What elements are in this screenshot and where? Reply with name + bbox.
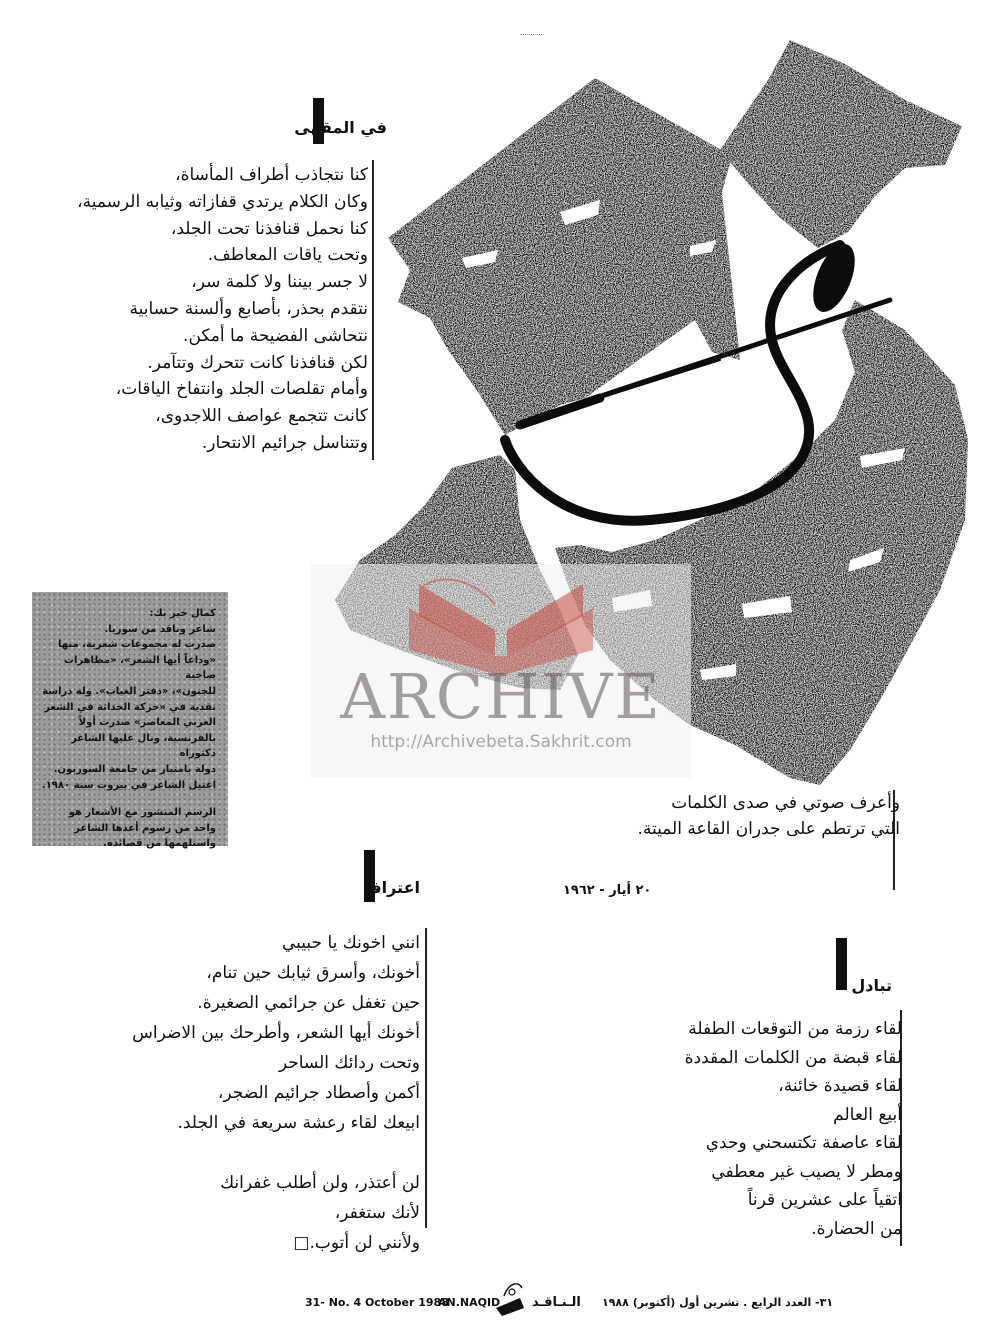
watermark-url[interactable]: http://Archivebeta.Sakhrit.com [370, 732, 632, 752]
footer-issue-arabic: ٣١- العدد الرابع . تشرين أول (أكتوبر) ١٩٨٨ [602, 1296, 834, 1309]
poem-line: وتحت ردائك الساحر [278, 1053, 420, 1073]
bio-line: اغتيل الشاعر في بيروت سنة ١٩٨٠. [41, 779, 216, 791]
poem-line: وتتناسل جرائيم الانتحار. [201, 432, 368, 453]
poem-stanza-gap [40, 1138, 420, 1168]
poem-title-in-the-cafe: في المقهى [294, 118, 387, 137]
poem-title-exchange: تبادل [851, 976, 892, 995]
poem-line: لقاء قصيدة خائنة، [778, 1076, 902, 1096]
page-footer [0, 1290, 1000, 1320]
poem-line: أكمن وأصطاد جرائيم الضجر، [217, 1083, 420, 1103]
poem-date: ٢٠ أيار - ١٩٦٢ [563, 883, 652, 898]
poem-line: أخونك أيها الشعر، وأطرحك بين الاضراس [132, 1023, 420, 1043]
poem-line: لن أعتذر، ولن أطلب غفرانك [220, 1173, 420, 1193]
footer-issue-latin: 31- No. 4 October 1988 [305, 1296, 449, 1309]
poem-line: كانت تتجمع عواصف اللاجدوى، [155, 406, 368, 427]
poem-line: لا جسر بيننا ولا كلمة سر، [191, 272, 368, 293]
poem-line: حين تغفل عن جرائمي الصغيرة. [197, 993, 420, 1013]
poem-line: لقاء رزمة من التوقعات الطفلة [688, 1019, 902, 1039]
bio-line: العربي المعاصر» صدرت أولاً [78, 717, 216, 729]
watermark-title: ARCHIVE [340, 660, 662, 733]
poem-line: وأعرف صوتي في صدى الكلمات [671, 793, 900, 813]
poem-title-confession: اعتراف [363, 878, 420, 897]
footer-logo-arabic: الـنـاقـد [532, 1295, 581, 1310]
poem-line: كنا نحمل قنافذنا تحت الجلد، [170, 218, 368, 239]
poem-line: ولأنني لن أتوب.□ [293, 1233, 420, 1253]
bio-line: كمال خير بك: [149, 608, 216, 619]
poem-line: نتحاشى الفضيحة ما أمكن. [183, 325, 368, 346]
poem-line: انني اخونك يا حبيبي [281, 933, 420, 953]
poem-line: لأنك ستغفر، [334, 1203, 420, 1223]
poem-line: لكن قنافذنا كانت تتحرك وتتآمر. [147, 352, 368, 373]
poem-line: وتحت ياقات المعاطف. [207, 245, 368, 266]
bio-line: شاعر وناقد من سوريا. [104, 623, 216, 635]
poem-in-the-cafe [28, 162, 368, 457]
poem-line: التي ترتطم على جدران القاعة الميتة. [637, 819, 900, 839]
poem-line: من الحضارة. [811, 1218, 902, 1239]
poet-bio-box [32, 592, 228, 850]
poem-continuation [580, 790, 900, 842]
bio-line: صدرت له مجموعات شعرية، منها [58, 639, 216, 651]
bio-line: بالفرنسية، ونال عليها الشاعر دكتوراه [71, 732, 216, 760]
vertical-rule [425, 928, 427, 1228]
section-marker-bar [836, 938, 847, 990]
bio-gap [40, 793, 216, 805]
bio-line: واحد من رسوم أعدها الشاعر [74, 822, 216, 834]
poem-confession [40, 928, 420, 1258]
poem-line: اتقياً على عشرين قرناً [747, 1190, 902, 1210]
bio-line: نقدية في «حركة الحداثة في الشعر [44, 701, 216, 713]
poem-line: ومطر لا يصيب غير معطفي [711, 1161, 902, 1182]
footer-logo-latin: AN.NAQID [438, 1296, 501, 1309]
poem-line: وكان الكلام يرتدي قفازاته وثيابه الرسمية، [77, 191, 368, 212]
poem-line: لقاء عاصفة تكتسحني وحدي [705, 1133, 902, 1153]
poem-line: أخونك، وأسرق ثيابك حين تنام، [206, 963, 420, 983]
magazine-logo-icon [490, 1278, 530, 1318]
poem-line: لقاء قبضة من الكلمات المقددة [684, 1047, 902, 1068]
poem-line: ابيعك لقاء رعشة سريعة في الجلد. [177, 1113, 420, 1133]
bio-line: «وداعاً أيها الشعر»، «مظاهرات صاخبة [63, 654, 216, 682]
poem-line: كنا نتجاذب أطراف المأساة، [175, 165, 368, 185]
bio-line: الرسم المنشور مع الأشعار هو [68, 807, 216, 819]
poem-line: وأمام تقلصات الجلد وانتفاخ الياقات، [115, 379, 368, 400]
archive-watermark [311, 564, 691, 778]
poem-exchange [602, 1015, 902, 1243]
bio-line: واستلهمها من قصائده. [103, 838, 216, 850]
poem-line: نتقدم بحذر، بأصابع وألسنة حسابية [129, 298, 368, 319]
bio-line: دولة بامتياز من جامعة السوربون. [53, 763, 216, 775]
vertical-rule [372, 160, 374, 460]
bio-line: للجنون»، «دفتر الغياب». وله دراسة [42, 685, 216, 697]
poem-line: أبيع العالم [833, 1104, 902, 1125]
